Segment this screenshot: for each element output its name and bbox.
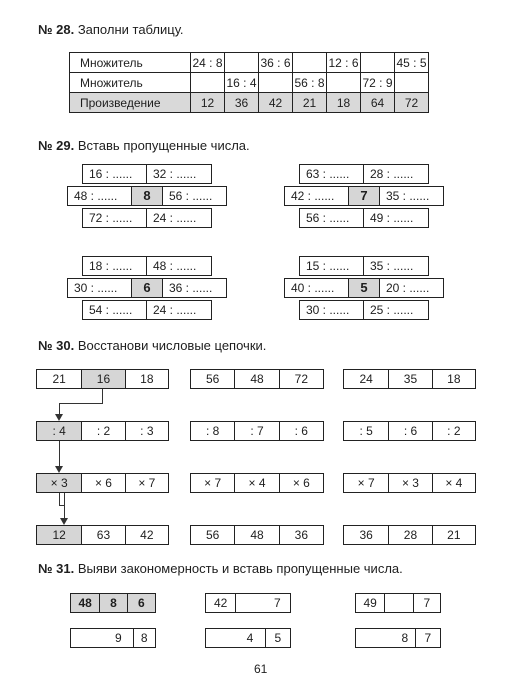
chain-cell[interactable]: : 6 — [388, 422, 431, 440]
table-cell[interactable] — [361, 53, 395, 73]
row-label: Множитель — [70, 73, 191, 93]
chain-cell[interactable]: × 6 — [81, 474, 124, 492]
table-cell: 36 — [225, 93, 259, 113]
chain-cell[interactable]: × 7 — [204, 476, 222, 490]
chain-cell[interactable]: : 3 — [125, 422, 168, 440]
puzzle-cell-bottom[interactable]: 25 : ...... — [363, 300, 429, 320]
table-cell[interactable]: 12 : 6 — [327, 53, 361, 73]
pattern-cell[interactable]: 8 — [133, 629, 155, 647]
chain-cell[interactable]: : 5 — [359, 424, 373, 438]
arrow-down-icon — [60, 518, 68, 525]
cross-puzzle — [284, 164, 444, 228]
ex28-title — [38, 22, 184, 37]
ex29-instruction: Вставь пропущенные числа. — [77, 138, 250, 153]
puzzle-center: 7 — [348, 186, 380, 206]
puzzle-cell-bottom[interactable]: 49 : ...... — [363, 208, 429, 228]
pattern-cell[interactable]: 4 — [246, 631, 254, 645]
arrow-down-icon — [55, 414, 63, 421]
table-cell[interactable]: 56 : 8 — [293, 73, 327, 93]
arrow-segment — [59, 493, 60, 505]
pattern-cell[interactable]: 49 — [363, 596, 377, 610]
puzzle-cell-top[interactable]: 35 : ...... — [363, 256, 429, 276]
ex29-title — [38, 138, 250, 153]
chain-row — [36, 473, 169, 493]
chain-cell[interactable]: 63 — [81, 526, 124, 544]
table-cell: 18 — [327, 93, 361, 113]
table-cell[interactable] — [327, 73, 361, 93]
pattern-cell[interactable]: 7 — [413, 594, 440, 612]
ex28-table — [69, 52, 429, 113]
puzzle-cell-left[interactable]: 42 : ...... — [284, 186, 349, 206]
table-cell[interactable] — [225, 53, 259, 73]
chain-cell[interactable]: 42 — [125, 526, 168, 544]
chain-cell[interactable]: : 2 — [81, 422, 124, 440]
table-cell[interactable]: 45 : 5 — [395, 53, 429, 73]
puzzle-center: 5 — [348, 278, 380, 298]
table-cell: 72 — [395, 93, 429, 113]
ex31-instruction: Выяви закономерность и вставь пропущенные числа. — [77, 561, 403, 576]
row-label: Произведение — [70, 93, 191, 113]
table-cell: 42 — [259, 93, 293, 113]
ex28-number: № 28. — [38, 22, 75, 37]
chain-cell[interactable]: × 7 — [357, 476, 375, 490]
puzzle-cell-bottom[interactable]: 72 : ...... — [82, 208, 147, 228]
table-cell: 12 — [191, 93, 225, 113]
puzzle-cell-top[interactable]: 63 : ...... — [299, 164, 364, 184]
puzzle-center: 6 — [131, 278, 163, 298]
ex31-title — [38, 561, 403, 576]
pattern-cell[interactable] — [235, 594, 264, 612]
puzzle-cell-left[interactable]: 40 : ...... — [284, 278, 349, 298]
puzzle-cell-right[interactable]: 36 : ...... — [162, 278, 227, 298]
chain-cell[interactable]: × 6 — [279, 474, 323, 492]
table-row — [70, 93, 429, 113]
pattern-cell: 48 — [71, 594, 99, 612]
chain-cell[interactable]: 21 — [432, 526, 475, 544]
chain-cell[interactable]: 28 — [388, 526, 431, 544]
pattern-cell[interactable] — [384, 594, 412, 612]
pattern-row — [205, 628, 291, 648]
table-cell[interactable] — [191, 73, 225, 93]
pattern-cell: 8 — [99, 594, 126, 612]
row-label: Множитель — [70, 53, 191, 73]
table-cell: 64 — [361, 93, 395, 113]
puzzle-cell-top[interactable]: 16 : ...... — [82, 164, 147, 184]
chain-row — [36, 525, 169, 545]
page-number: 61 — [254, 662, 268, 676]
chain-cell[interactable]: × 4 — [234, 474, 278, 492]
table-cell[interactable]: 72 : 9 — [361, 73, 395, 93]
puzzle-cell-right[interactable]: 20 : ...... — [379, 278, 444, 298]
puzzle-cell-bottom[interactable]: 24 : ...... — [146, 300, 212, 320]
ex28-instruction: Заполни таблицу. — [77, 22, 184, 37]
puzzle-center: 8 — [131, 186, 163, 206]
pattern-row — [355, 628, 441, 648]
chain-cell[interactable]: : 6 — [279, 422, 323, 440]
chain-cell[interactable]: 16 — [81, 370, 124, 388]
puzzle-cell-top[interactable]: 15 : ...... — [299, 256, 364, 276]
pattern-row — [70, 593, 156, 613]
chain-cell[interactable]: 48 — [234, 370, 278, 388]
ex30-title — [38, 338, 266, 353]
chain-cell[interactable]: 36 — [359, 528, 373, 542]
chain-cell[interactable]: : 4 — [37, 422, 81, 440]
arrow-segment — [64, 493, 65, 518]
chain-row — [343, 369, 476, 389]
pattern-cell[interactable] — [71, 629, 104, 647]
puzzle-cell-top[interactable]: 32 : ...... — [146, 164, 212, 184]
pattern-cell: 6 — [127, 594, 155, 612]
pattern-cell[interactable]: 7 — [273, 596, 281, 610]
puzzle-cell-bottom[interactable]: 54 : ...... — [82, 300, 147, 320]
chain-cell[interactable]: 18 — [125, 370, 168, 388]
arrow-down-icon — [55, 466, 63, 473]
table-cell[interactable] — [395, 73, 429, 93]
chain-cell[interactable]: 24 — [359, 372, 373, 386]
ex30-number: № 30. — [38, 338, 75, 353]
puzzle-cell-left[interactable]: 30 : ...... — [67, 278, 132, 298]
chain-cell[interactable]: 48 — [234, 526, 278, 544]
puzzle-cell-bottom[interactable]: 56 : ...... — [299, 208, 364, 228]
chain-cell[interactable]: 35 — [388, 370, 431, 388]
puzzle-cell-bottom[interactable]: 24 : ...... — [146, 208, 212, 228]
puzzle-cell-right[interactable]: 35 : ...... — [379, 186, 444, 206]
table-cell[interactable]: 24 : 8 — [191, 53, 225, 73]
chain-row — [36, 369, 169, 389]
chain-cell[interactable]: 36 — [279, 526, 323, 544]
chain-cell[interactable]: × 3 — [388, 474, 431, 492]
chain-cell[interactable]: 56 — [205, 528, 220, 542]
table-row — [70, 53, 429, 73]
chain-cell[interactable]: × 7 — [125, 474, 168, 492]
chain-cell[interactable]: 18 — [432, 370, 475, 388]
table-cell[interactable]: 36 : 6 — [259, 53, 293, 73]
pattern-cell[interactable]: 8 — [401, 631, 409, 645]
pattern-row — [355, 593, 441, 613]
cross-puzzle — [284, 256, 444, 320]
chain-row — [190, 369, 324, 389]
chain-row — [190, 421, 324, 441]
chain-row — [190, 525, 324, 545]
chain-cell[interactable]: : 8 — [205, 424, 220, 438]
chain-row — [343, 421, 476, 441]
arrow-segment — [102, 389, 103, 403]
pattern-cell[interactable]: 7 — [415, 629, 440, 647]
cross-puzzle — [67, 256, 227, 320]
ex30-instruction: Восстанови числовые цепочки. — [77, 338, 267, 353]
ex31-number: № 31. — [38, 561, 75, 576]
chain-cell[interactable]: 12 — [37, 526, 81, 544]
chain-row — [36, 421, 169, 441]
chain-cell[interactable]: : 2 — [432, 422, 475, 440]
chain-row — [343, 525, 476, 545]
chain-row — [343, 473, 476, 493]
puzzle-cell-bottom[interactable]: 30 : ...... — [299, 300, 364, 320]
chain-cell[interactable]: 72 — [279, 370, 323, 388]
chain-cell[interactable]: × 3 — [37, 474, 81, 492]
pattern-row — [205, 593, 291, 613]
puzzle-cell-top[interactable]: 28 : ...... — [363, 164, 429, 184]
table-cell: 21 — [293, 93, 327, 113]
puzzle-cell-right[interactable]: 56 : ...... — [162, 186, 227, 206]
pattern-cell[interactable]: 5 — [265, 629, 290, 647]
chain-cell[interactable]: 21 — [52, 372, 66, 386]
table-cell[interactable]: 16 : 4 — [225, 73, 259, 93]
puzzle-cell-top[interactable]: 48 : ...... — [146, 256, 212, 276]
puzzle-cell-left[interactable]: 48 : ...... — [67, 186, 132, 206]
pattern-cell[interactable]: 42 — [213, 596, 228, 610]
table-row — [70, 73, 429, 93]
pattern-cell[interactable] — [206, 629, 235, 647]
chain-cell[interactable]: × 4 — [432, 474, 475, 492]
pattern-cell[interactable] — [356, 629, 395, 647]
pattern-cell[interactable]: 9 — [115, 631, 122, 645]
puzzle-cell-top[interactable]: 18 : ...... — [82, 256, 147, 276]
chain-cell[interactable]: : 7 — [234, 422, 278, 440]
table-cell[interactable] — [293, 53, 327, 73]
chain-cell[interactable]: 56 — [205, 372, 220, 386]
cross-puzzle — [67, 164, 227, 228]
arrow-segment — [59, 403, 103, 404]
table-cell[interactable] — [259, 73, 293, 93]
chain-row — [190, 473, 324, 493]
arrow-segment — [59, 441, 60, 466]
pattern-row — [70, 628, 156, 648]
ex29-number: № 29. — [38, 138, 75, 153]
